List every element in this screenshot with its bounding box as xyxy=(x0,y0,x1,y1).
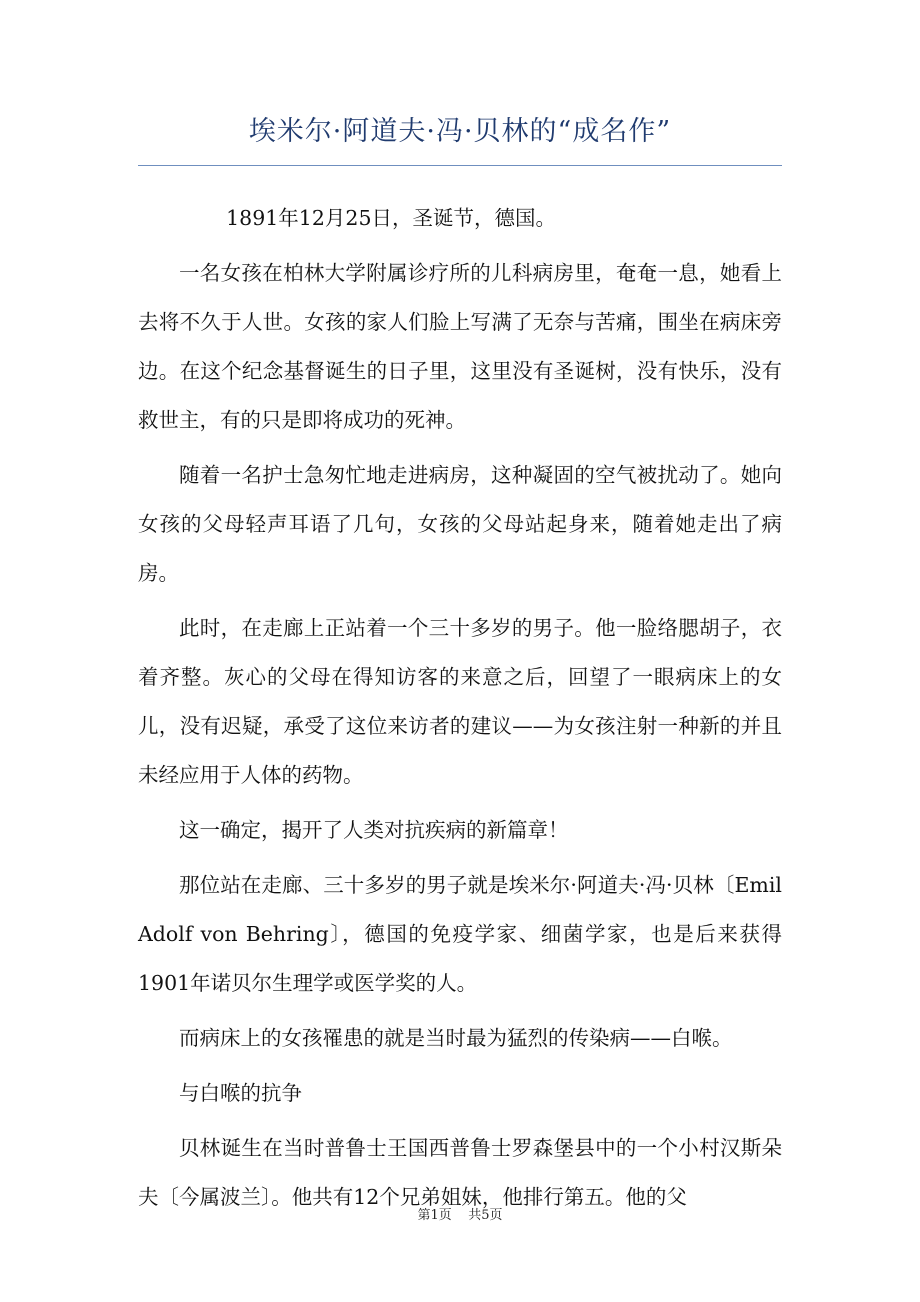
paragraph: 那位站在走廊、三十多岁的男子就是埃米尔·阿道夫·冯·贝林〔Emil Adolf von Behring〕，德国的免疫学家、细菌学家，也是后来获得1901年诺贝尔生理学或医学奖的人。 xyxy=(138,873,782,995)
document-body xyxy=(138,194,782,1228)
paragraph: 贝林诞生在当时普鲁士王国西普鲁士罗森堡县中的一个小村汉斯朵夫〔今属波兰〕。他共有12个兄弟姐妹，他排行第五。他的父 xyxy=(138,1136,782,1209)
paragraph: 随着一名护士急匆忙地走进病房，这种凝固的空气被扰动了。她向女孩的父母轻声耳语了几句，女孩的父母站起身来，随着她走出了病房。 xyxy=(138,463,782,585)
page-title: 埃米尔·阿道夫·冯·贝林的“成名作” xyxy=(248,116,672,147)
paragraph: 这一确定，揭开了人类对抗疾病的新篇章！ xyxy=(179,818,569,842)
paragraph: 一名女孩在柏林大学附属诊疗所的儿科病房里，奄奄一息，她看上去将不久于人世。女孩的家人们脸上写满了无奈与苦痛，围坐在病床旁边。在这个纪念基督诞生的日子里，这里没有圣诞树，没有快乐，没有救世主，有的只是即将成功的死神。 xyxy=(138,261,782,432)
paragraph: 此时，在走廊上正站着一个三十多岁的男子。他一脸络腮胡子，衣着齐整。灰心的父母在得知访客的来意之后，回望了一眼病床上的女儿，没有迟疑，承受了这位来访者的建议——为女孩注射一种新的并且未经应用于人体的药物。 xyxy=(138,616,782,787)
page-number-footer: 第1页 共5页 xyxy=(417,1208,503,1223)
title-divider xyxy=(138,165,782,166)
paragraph-date: 1891年12月25日，圣诞节，德国。 xyxy=(226,206,556,230)
section-heading: 与白喉的抗争 xyxy=(179,1081,302,1105)
paragraph: 而病床上的女孩罹患的就是当时最为猛烈的传染病——白喉。 xyxy=(179,1026,733,1050)
